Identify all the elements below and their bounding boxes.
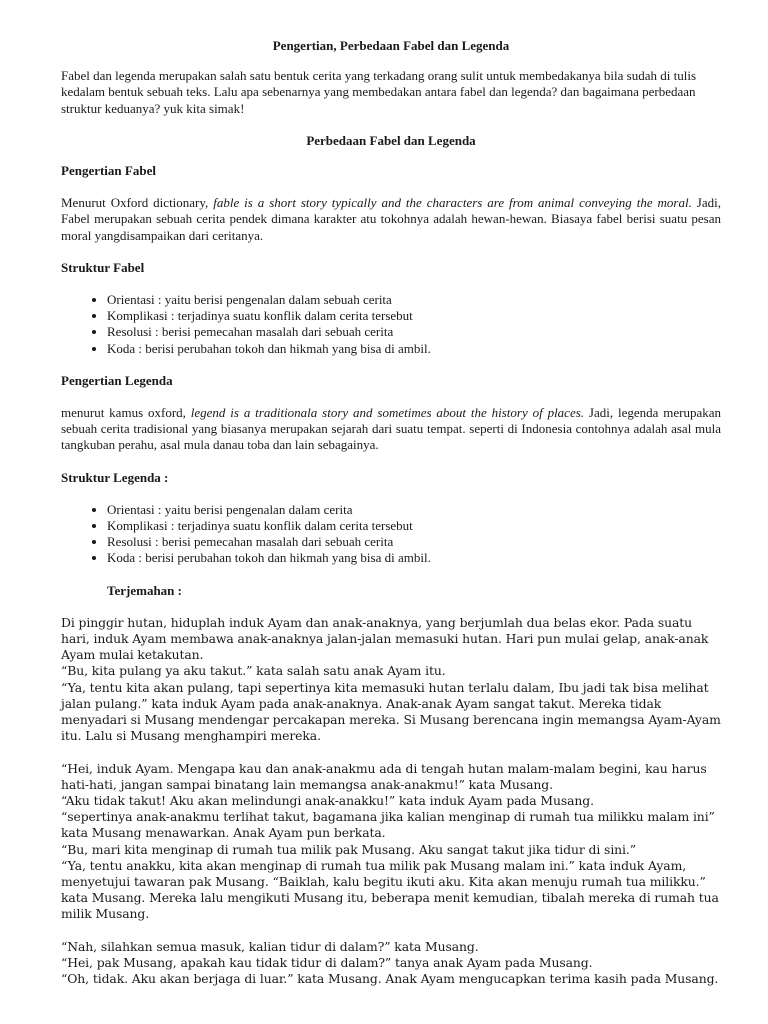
- fabel-def-quote: fable is a short story typically and the characters are from animal conveying the moral.: [213, 195, 692, 211]
- story-paragraph-2: [61, 761, 721, 923]
- legenda-def-lead: menurut kamus oxford,: [61, 405, 191, 421]
- story-line: Di pinggir hutan, hiduplah induk Ayam dan anak-anaknya, yang berjumlah dua belas ekor. Pada suatu hari, induk Ayam membawa anak-anaknya jalan-jalan memasuki hutan. Hari pun mulai gelap, anak-anak Ayam mulai ketakutan.: [61, 614, 709, 663]
- story-line: “Aku tidak takut! Aku akan melindungi anak-anakku!” kata induk Ayam pada Musang.: [61, 792, 594, 808]
- intro-paragraph: Fabel dan legenda merupakan salah satu bentuk cerita yang terkadang orang sulit untuk membedakanya bila sudah di tulis kedalam bentuk sebuah teks. Lalu apa sebenarnya yang membedakan antara fabel dan legenda? dan bagaimana perbedaan struktur keduanya? yuk kita simak!: [61, 68, 697, 116]
- legenda-heading: Pengertian Legenda: [61, 372, 173, 388]
- section-title: Perbedaan Fabel dan Legenda: [306, 132, 476, 148]
- list-item: • Resolusi : berisi pemecahan masalah dari sebuah cerita: [107, 324, 721, 340]
- story-text: [61, 615, 721, 987]
- struktur-legenda-heading: Struktur Legenda :: [61, 469, 169, 485]
- story-line: “Bu, mari kita menginap di rumah tua milik pak Musang. Aku sangat takut jika tidur di sini.”: [61, 841, 636, 857]
- list-item: • Orientasi : yaitu berisi pengenalan dalam cerita: [107, 502, 721, 518]
- list-item: • Orientasi : yaitu berisi pengenalan dalam sebuah cerita: [107, 292, 721, 308]
- list-item: • Resolusi : berisi pemecahan masalah dari sebuah cerita: [107, 534, 721, 550]
- fabel-def-lead: Menurut Oxford dictionary,: [61, 195, 214, 211]
- list-item: • Komplikasi : terjadinya suatu konflik dalam cerita tersebut: [107, 518, 721, 534]
- document-page: [61, 38, 721, 987]
- story-paragraph-3: [61, 939, 721, 988]
- story-line: “Bu, kita pulang ya aku takut.” kata salah satu anak Ayam itu.: [61, 663, 446, 679]
- story-line: “Nah, silahkan semua masuk, kalian tidur di dalam?” kata Musang.: [61, 938, 479, 954]
- fabel-definition: [61, 195, 721, 244]
- list-item: • Komplikasi : terjadinya suatu konflik dalam cerita tersebut: [107, 308, 721, 324]
- story-line: “Ya, tentu kita akan pulang, tapi sepertinya kita memasuki hutan terlalu dalam, Ibu jadi tak bisa melihat jalan pulang.” kata induk Ayam pada anak-anaknya. Anak-anak Ayam sangat takut. Mereka tidak menyadari si Musang mendengar percakapan mereka. Si Musang berencana ingin memangsa Ayam-Ayam itu. Lalu si Musang menghampiri mereka.: [61, 679, 721, 744]
- terjemahan-heading: Terjemahan :: [107, 582, 182, 598]
- story-line: “Oh, tidak. Aku akan berjaga di luar.” kata Musang. Anak Ayam mengucapkan terima kasih pada Musang.: [61, 970, 719, 986]
- list-item: • Koda : berisi perubahan tokoh dan hikmah yang bisa di ambil.: [107, 550, 721, 566]
- struktur-legenda-list: [61, 502, 721, 567]
- legenda-def-quote: legend is a traditionala story and sometimes about the history of places.: [190, 405, 585, 421]
- story-line: “Hei, induk Ayam. Mengapa kau dan anak-anakmu ada di tengah hutan malam-malam begini, kau harus hati-hati, jangan sampai binatang lain memangsa anak-anakmu!” kata Musang.: [61, 760, 707, 792]
- struktur-fabel-heading: Struktur Fabel: [61, 259, 145, 275]
- document-title: Pengertian, Perbedaan Fabel dan Legenda: [272, 38, 510, 53]
- list-item: • Koda : berisi perubahan tokoh dan hikmah yang bisa di ambil.: [107, 341, 721, 357]
- story-line: “sepertinya anak-anakmu terlihat takut, bagamana jika kalian menginap di rumah tua milikku malam ini” kata Musang menawarkan. Anak Ayam pun berkata.: [61, 809, 715, 841]
- legenda-definition: [61, 405, 721, 454]
- story-line: “Ya, tentu anakku, kita akan menginap di rumah tua milik pak Musang malam ini.” kata induk Ayam, menyetujui tawaran pak Musang. “Baiklah, kalu begitu ikuti aku. Kita akan menuju rumah tua milikku.” kata Musang. Mereka lalu mengikuti Musang itu, beberapa menit kemudian, tibalah mereka di rumah tua milik Musang.: [61, 857, 719, 922]
- fabel-def-rest: Jadi, Fabel merupakan sebuah cerita pendek dimana karakter atu tokohnya adalah hewan-hewan. Biasaya fabel berisi suatu pesan moral yangdisampaikan dari ceritanya.: [61, 195, 721, 243]
- story-paragraph-1: [61, 615, 721, 745]
- legenda-def-rest: Jadi, legenda merupakan sebuah cerita tradisional yang biasanya merupakan sejarah dari suatu tempat. seperti di Indonesia contohnya adalah asal mula tangkuban perahu, asal mula danau toba dan lain sebagainya.: [61, 405, 721, 453]
- struktur-fabel-list: [61, 292, 721, 357]
- story-line: “Hei, pak Musang, apakah kau tidak tidur di dalam?” tanya anak Ayam pada Musang.: [61, 954, 593, 970]
- fabel-heading: Pengertian Fabel: [61, 163, 156, 179]
